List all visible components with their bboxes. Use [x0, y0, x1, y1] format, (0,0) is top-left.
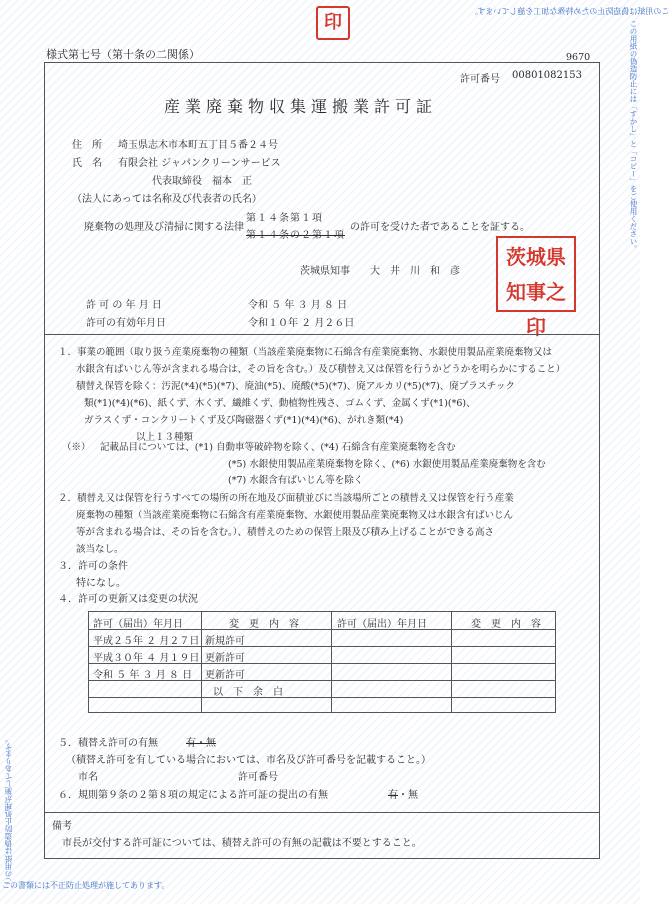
note-mark: （※）: [62, 442, 91, 453]
address-label: 住 所: [72, 140, 102, 151]
section2-line: ２．積替え又は保管を行うすべての場所の所在地及び面積並びに当該場所ごとの積替え又は保管を行う産業: [58, 493, 514, 504]
history-table: [88, 611, 556, 713]
note-line: (*5) 水銀使用製品産業廃棄物を除く、(*6) 水銀使用製品産業廃棄物を含む: [228, 459, 546, 470]
section-divider: [44, 334, 600, 335]
article-1: 第１４条第１項: [246, 213, 323, 224]
section3-body: 特になし。: [76, 578, 126, 589]
article-2: 第１４条の２第１項: [246, 230, 345, 241]
section5-value: 有・無: [186, 738, 216, 749]
table-header: 変 更 内 容: [229, 619, 299, 630]
table-footer: 以 下 余 白: [213, 687, 283, 698]
section6-title: ６．規則第９条の２第８項の規定による許可証の提出の有無: [58, 790, 328, 801]
note-line: 記載品目については、(*1) 自動車等破砕物を除く、(*4) 石綿含有産業廃棄物を含む: [100, 442, 456, 453]
table-cell-change: 更新許可: [205, 653, 245, 664]
governor-name: 茨城県知事 大 井 川 和 彦: [300, 266, 460, 277]
form-number: 様式第七号（第十条の二関係）: [46, 48, 200, 61]
section1-line: ガラスくず・コンクリートくず及び陶磁器くず(*1)(*4)(*6)、がれき類(*4): [84, 415, 404, 426]
valid-date-label: 許可の有効年月日: [86, 318, 166, 329]
permit-number-label: 許可番号: [460, 74, 500, 85]
remarks-title: 備考: [52, 821, 72, 832]
section2-line: 該当なし。: [76, 544, 124, 555]
section1-total: 以上１３種類: [136, 432, 194, 443]
section1-line: 水銀含有ばいじん等が含まれる場合は、その旨を含む。）及び積替え又は保管を行うかどうかを明らかにすること）: [76, 364, 566, 375]
table-cell-date: 令和 ５ 年 ３ 月 ８ 日: [93, 670, 193, 681]
table-cell-date: 平成２５年 ２ 月２７日: [93, 636, 200, 647]
mirror-notice: この用紙は偽造防止のため特殊な加工を施しています。: [470, 7, 669, 16]
section3-title: ３．許可の条件: [58, 561, 128, 572]
valid-date: 令和１０年 ２ 月２６日: [248, 318, 355, 329]
table-cell-date: 平成３０年 ４ 月１９日: [93, 653, 200, 664]
permit-date: 令和 ５ 年 ３ 月 ８ 日: [248, 300, 348, 311]
table-header: 許可（届出）年月日: [337, 619, 427, 630]
section6-rest: ・無: [398, 790, 418, 801]
page-title: 産業廃棄物収集運搬業許可証: [164, 97, 438, 116]
section4-title: ４．許可の更新又は変更の状況: [58, 594, 198, 605]
address-value: 埼玉県志木市本町五丁目５番２４号: [118, 140, 278, 151]
section5-note: （積替え許可を有している場合においては、市名及び許可番号を記載すること。）: [66, 755, 431, 766]
section1-line: 類(*1)(*4)(*6)、紙くず、木くず、繊維くず、動植物性残さ、ゴムくず、金属くず(*1)(*6)、: [84, 398, 476, 409]
section2-line: 廃棄物の種類（当該産業廃棄物に石綿含有産業廃棄物、水銀使用製品産業廃棄物又は水銀含有ばいじん: [76, 510, 514, 521]
remarks-body: 市長が交付する許可証については、積替え許可の有無の記載は不要とすること。: [62, 838, 422, 849]
governor-seal: 茨城県知事之印: [496, 236, 576, 312]
company-name: 有限会社 ジャパンクリーンサービス: [118, 158, 281, 169]
note-line: (*7) 水銀含有ばいじん等を除く: [228, 475, 364, 486]
cert-prefix: 廃棄物の処理及び清掃に関する法律: [84, 222, 244, 233]
side-notice-left: この用紙は偽造防止処理が施してあります。: [4, 735, 13, 885]
table-header: 許可（届出）年月日: [93, 619, 183, 630]
table-cell-change: 更新許可: [205, 670, 245, 681]
section1-line: 積替え保管を除く：汚泥(*4)(*5)(*7)、廃油(*5)、廃酸(*5)(*7)、廃アルカリ(*5)(*7)、廃プラスチック: [76, 381, 516, 392]
section6-value: [388, 786, 418, 801]
section5-title: ５．積替え許可の有無: [58, 738, 158, 749]
name-label: 氏 名: [72, 158, 102, 169]
remarks-divider: [44, 812, 600, 813]
permit-number: 00801082153: [512, 70, 582, 81]
permit-date-label: 許 可 の 年 月 日: [86, 300, 162, 311]
doc-code: 9670: [566, 52, 591, 63]
footer-notice: この書類には不正防止処理が施してあります。: [2, 881, 170, 890]
cert-suffix: の許可を受けた者であることを証する。: [350, 222, 530, 233]
city-permit-label: 許可番号: [238, 772, 278, 783]
table-header: 変 更 内 容: [471, 619, 541, 630]
section1-line: １．事業の範囲（取り扱う産業廃棄物の種類（当該産業廃棄物に石綿含有産業廃棄物、水銀使用製品産業廃棄物又は: [58, 347, 553, 358]
name-note: （法人にあっては名称及び代表者の氏名）: [72, 194, 262, 205]
table-cell-change: 新規許可: [205, 636, 245, 647]
city-label: 市名: [78, 772, 98, 783]
representative: 代表取締役 福本 正: [152, 176, 252, 187]
top-seal: 印: [316, 6, 350, 40]
side-notice-right: この用紙の偽造防止には「すかし」と「コピー」をご使用ください。: [629, 20, 638, 253]
section6-struck: 有: [388, 790, 398, 801]
section2-line: 等が含まれる場合は、その旨を含む。）、積替えのための保管上限及び積み上げることができる高さ: [76, 527, 495, 538]
